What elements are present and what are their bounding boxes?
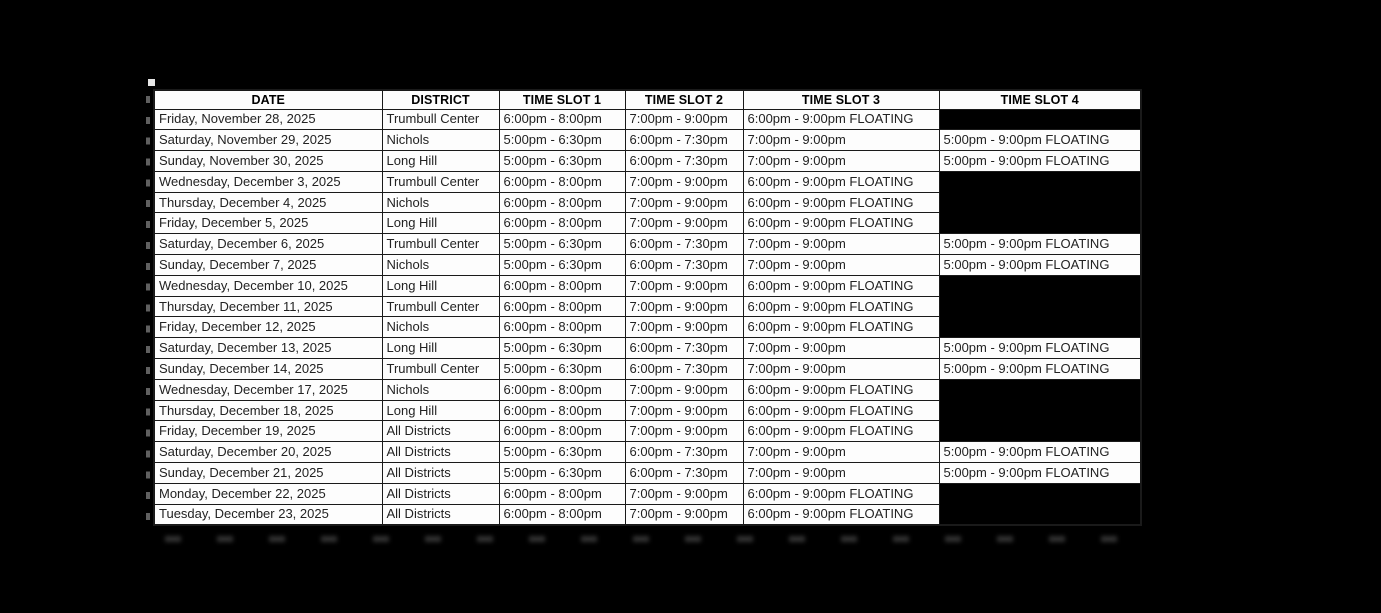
cell-slot4: 5:00pm - 9:00pm FLOATING <box>939 234 1141 255</box>
bottom-shadow-smudge <box>165 536 1140 542</box>
cell-district: All Districts <box>382 463 499 484</box>
table-row <box>154 213 1141 234</box>
cell-slot1: 5:00pm - 6:30pm <box>499 359 625 380</box>
cell-slot4 <box>939 379 1141 400</box>
cell-slot1: 6:00pm - 8:00pm <box>499 109 625 130</box>
cell-slot3: 6:00pm - 9:00pm FLOATING <box>743 192 939 213</box>
cell-slot4: 5:00pm - 9:00pm FLOATING <box>939 338 1141 359</box>
cell-date: Sunday, December 7, 2025 <box>154 255 382 276</box>
cell-district: All Districts <box>382 504 499 525</box>
table-row <box>154 109 1141 130</box>
cell-date: Saturday, December 6, 2025 <box>154 234 382 255</box>
cell-slot1: 6:00pm - 8:00pm <box>499 296 625 317</box>
cell-slot4 <box>939 317 1141 338</box>
table-row <box>154 483 1141 504</box>
cell-slot3: 7:00pm - 9:00pm <box>743 130 939 151</box>
cell-date: Saturday, November 29, 2025 <box>154 130 382 151</box>
cell-date: Saturday, December 13, 2025 <box>154 338 382 359</box>
cell-slot1: 6:00pm - 8:00pm <box>499 275 625 296</box>
cell-slot3: 6:00pm - 9:00pm FLOATING <box>743 379 939 400</box>
cell-slot2: 7:00pm - 9:00pm <box>625 171 743 192</box>
cell-date: Thursday, December 4, 2025 <box>154 192 382 213</box>
cell-slot3: 6:00pm - 9:00pm FLOATING <box>743 421 939 442</box>
cell-slot1: 6:00pm - 8:00pm <box>499 483 625 504</box>
cell-slot2: 7:00pm - 9:00pm <box>625 213 743 234</box>
table-row <box>154 400 1141 421</box>
cell-slot2: 7:00pm - 9:00pm <box>625 296 743 317</box>
cell-slot1: 5:00pm - 6:30pm <box>499 463 625 484</box>
cell-slot4 <box>939 171 1141 192</box>
cell-slot1: 6:00pm - 8:00pm <box>499 213 625 234</box>
cell-slot4: 5:00pm - 9:00pm FLOATING <box>939 151 1141 172</box>
cell-date: Sunday, December 21, 2025 <box>154 463 382 484</box>
cell-slot2: 6:00pm - 7:30pm <box>625 442 743 463</box>
cell-slot3: 7:00pm - 9:00pm <box>743 234 939 255</box>
cell-date: Wednesday, December 17, 2025 <box>154 379 382 400</box>
cell-date: Sunday, November 30, 2025 <box>154 151 382 172</box>
table-row <box>154 171 1141 192</box>
cell-slot2: 7:00pm - 9:00pm <box>625 421 743 442</box>
cell-slot3: 6:00pm - 9:00pm FLOATING <box>743 400 939 421</box>
cell-slot2: 6:00pm - 7:30pm <box>625 463 743 484</box>
cell-slot4 <box>939 421 1141 442</box>
table-row <box>154 275 1141 296</box>
cell-date: Saturday, December 20, 2025 <box>154 442 382 463</box>
column-header-slot1: TIME SLOT 1 <box>499 90 625 109</box>
column-header-slot3: TIME SLOT 3 <box>743 90 939 109</box>
cell-slot2: 6:00pm - 7:30pm <box>625 130 743 151</box>
cell-slot3: 6:00pm - 9:00pm FLOATING <box>743 171 939 192</box>
cell-date: Tuesday, December 23, 2025 <box>154 504 382 525</box>
cell-slot1: 6:00pm - 8:00pm <box>499 421 625 442</box>
table-row <box>154 421 1141 442</box>
cell-slot3: 6:00pm - 9:00pm FLOATING <box>743 317 939 338</box>
cell-date: Wednesday, December 3, 2025 <box>154 171 382 192</box>
cell-slot1: 5:00pm - 6:30pm <box>499 255 625 276</box>
header-row <box>154 90 1141 109</box>
table-row <box>154 130 1141 151</box>
schedule-table <box>153 89 1142 526</box>
cell-slot3: 6:00pm - 9:00pm FLOATING <box>743 296 939 317</box>
cell-slot4: 5:00pm - 9:00pm FLOATING <box>939 130 1141 151</box>
schedule-table-header <box>154 90 1141 109</box>
cell-date: Friday, December 19, 2025 <box>154 421 382 442</box>
cell-district: Long Hill <box>382 275 499 296</box>
cell-slot3: 7:00pm - 9:00pm <box>743 359 939 380</box>
cell-district: Trumbull Center <box>382 234 499 255</box>
cell-slot2: 7:00pm - 9:00pm <box>625 275 743 296</box>
cell-slot1: 6:00pm - 8:00pm <box>499 379 625 400</box>
cell-slot2: 6:00pm - 7:30pm <box>625 151 743 172</box>
table-row <box>154 151 1141 172</box>
cell-district: Nichols <box>382 192 499 213</box>
table-row <box>154 463 1141 484</box>
cell-slot4: 5:00pm - 9:00pm FLOATING <box>939 359 1141 380</box>
cell-slot2: 7:00pm - 9:00pm <box>625 483 743 504</box>
cell-district: Trumbull Center <box>382 109 499 130</box>
table-row <box>154 504 1141 525</box>
cell-slot3: 6:00pm - 9:00pm FLOATING <box>743 109 939 130</box>
cell-district: All Districts <box>382 421 499 442</box>
column-header-slot4: TIME SLOT 4 <box>939 90 1141 109</box>
cell-slot4 <box>939 400 1141 421</box>
cell-slot2: 7:00pm - 9:00pm <box>625 379 743 400</box>
column-header-slot2: TIME SLOT 2 <box>625 90 743 109</box>
cell-slot4 <box>939 275 1141 296</box>
column-header-district: DISTRICT <box>382 90 499 109</box>
cell-date: Friday, November 28, 2025 <box>154 109 382 130</box>
cell-slot3: 7:00pm - 9:00pm <box>743 255 939 276</box>
cell-district: All Districts <box>382 483 499 504</box>
cell-slot4 <box>939 213 1141 234</box>
cell-slot1: 5:00pm - 6:30pm <box>499 234 625 255</box>
cell-slot4: 5:00pm - 9:00pm FLOATING <box>939 442 1141 463</box>
cell-slot2: 6:00pm - 7:30pm <box>625 234 743 255</box>
cell-slot1: 6:00pm - 8:00pm <box>499 171 625 192</box>
cell-date: Wednesday, December 10, 2025 <box>154 275 382 296</box>
table-row <box>154 359 1141 380</box>
cell-date: Sunday, December 14, 2025 <box>154 359 382 380</box>
cell-slot1: 6:00pm - 8:00pm <box>499 317 625 338</box>
cell-slot2: 6:00pm - 7:30pm <box>625 255 743 276</box>
cell-district: Nichols <box>382 317 499 338</box>
cell-slot3: 7:00pm - 9:00pm <box>743 442 939 463</box>
cell-slot3: 6:00pm - 9:00pm FLOATING <box>743 275 939 296</box>
cell-district: Trumbull Center <box>382 359 499 380</box>
cell-slot2: 7:00pm - 9:00pm <box>625 317 743 338</box>
cell-slot4: 5:00pm - 9:00pm FLOATING <box>939 463 1141 484</box>
cell-slot1: 5:00pm - 6:30pm <box>499 130 625 151</box>
cell-slot3: 7:00pm - 9:00pm <box>743 151 939 172</box>
cell-slot3: 7:00pm - 9:00pm <box>743 338 939 359</box>
cell-slot3: 6:00pm - 9:00pm FLOATING <box>743 213 939 234</box>
cell-slot4 <box>939 192 1141 213</box>
cell-slot1: 6:00pm - 8:00pm <box>499 400 625 421</box>
cell-slot2: 7:00pm - 9:00pm <box>625 504 743 525</box>
cell-date: Thursday, December 11, 2025 <box>154 296 382 317</box>
cell-slot2: 7:00pm - 9:00pm <box>625 192 743 213</box>
cell-slot3: 7:00pm - 9:00pm <box>743 463 939 484</box>
table-row <box>154 442 1141 463</box>
cell-slot4 <box>939 296 1141 317</box>
cell-district: Trumbull Center <box>382 171 499 192</box>
cell-slot1: 5:00pm - 6:30pm <box>499 338 625 359</box>
table-row <box>154 379 1141 400</box>
cell-district: Nichols <box>382 379 499 400</box>
cell-district: Trumbull Center <box>382 296 499 317</box>
table-row <box>154 234 1141 255</box>
cell-date: Friday, December 5, 2025 <box>154 213 382 234</box>
column-header-date: DATE <box>154 90 382 109</box>
cell-slot1: 5:00pm - 6:30pm <box>499 442 625 463</box>
cell-district: Long Hill <box>382 213 499 234</box>
cell-district: Nichols <box>382 255 499 276</box>
cell-district: Long Hill <box>382 338 499 359</box>
table-row <box>154 296 1141 317</box>
cell-slot1: 5:00pm - 6:30pm <box>499 151 625 172</box>
cell-slot3: 6:00pm - 9:00pm FLOATING <box>743 504 939 525</box>
cell-slot2: 6:00pm - 7:30pm <box>625 359 743 380</box>
cell-date: Thursday, December 18, 2025 <box>154 400 382 421</box>
cell-district: Long Hill <box>382 400 499 421</box>
cell-slot1: 6:00pm - 8:00pm <box>499 192 625 213</box>
cell-slot2: 7:00pm - 9:00pm <box>625 400 743 421</box>
cell-district: Long Hill <box>382 151 499 172</box>
table-row <box>154 317 1141 338</box>
cell-date: Monday, December 22, 2025 <box>154 483 382 504</box>
left-edge-shadow-ticks <box>146 96 150 530</box>
cell-slot4 <box>939 109 1141 130</box>
table-row <box>154 192 1141 213</box>
cell-district: Nichols <box>382 130 499 151</box>
cell-district: All Districts <box>382 442 499 463</box>
schedule-table-body <box>154 109 1141 525</box>
cell-slot4: 5:00pm - 9:00pm FLOATING <box>939 255 1141 276</box>
schedule-page <box>153 89 1142 526</box>
cell-slot2: 6:00pm - 7:30pm <box>625 338 743 359</box>
cell-slot1: 6:00pm - 8:00pm <box>499 504 625 525</box>
table-row <box>154 338 1141 359</box>
corner-notch-artifact <box>148 79 155 86</box>
cell-slot3: 6:00pm - 9:00pm FLOATING <box>743 483 939 504</box>
cell-slot4 <box>939 504 1141 525</box>
table-row <box>154 255 1141 276</box>
cell-date: Friday, December 12, 2025 <box>154 317 382 338</box>
cell-slot2: 7:00pm - 9:00pm <box>625 109 743 130</box>
cell-slot4 <box>939 483 1141 504</box>
